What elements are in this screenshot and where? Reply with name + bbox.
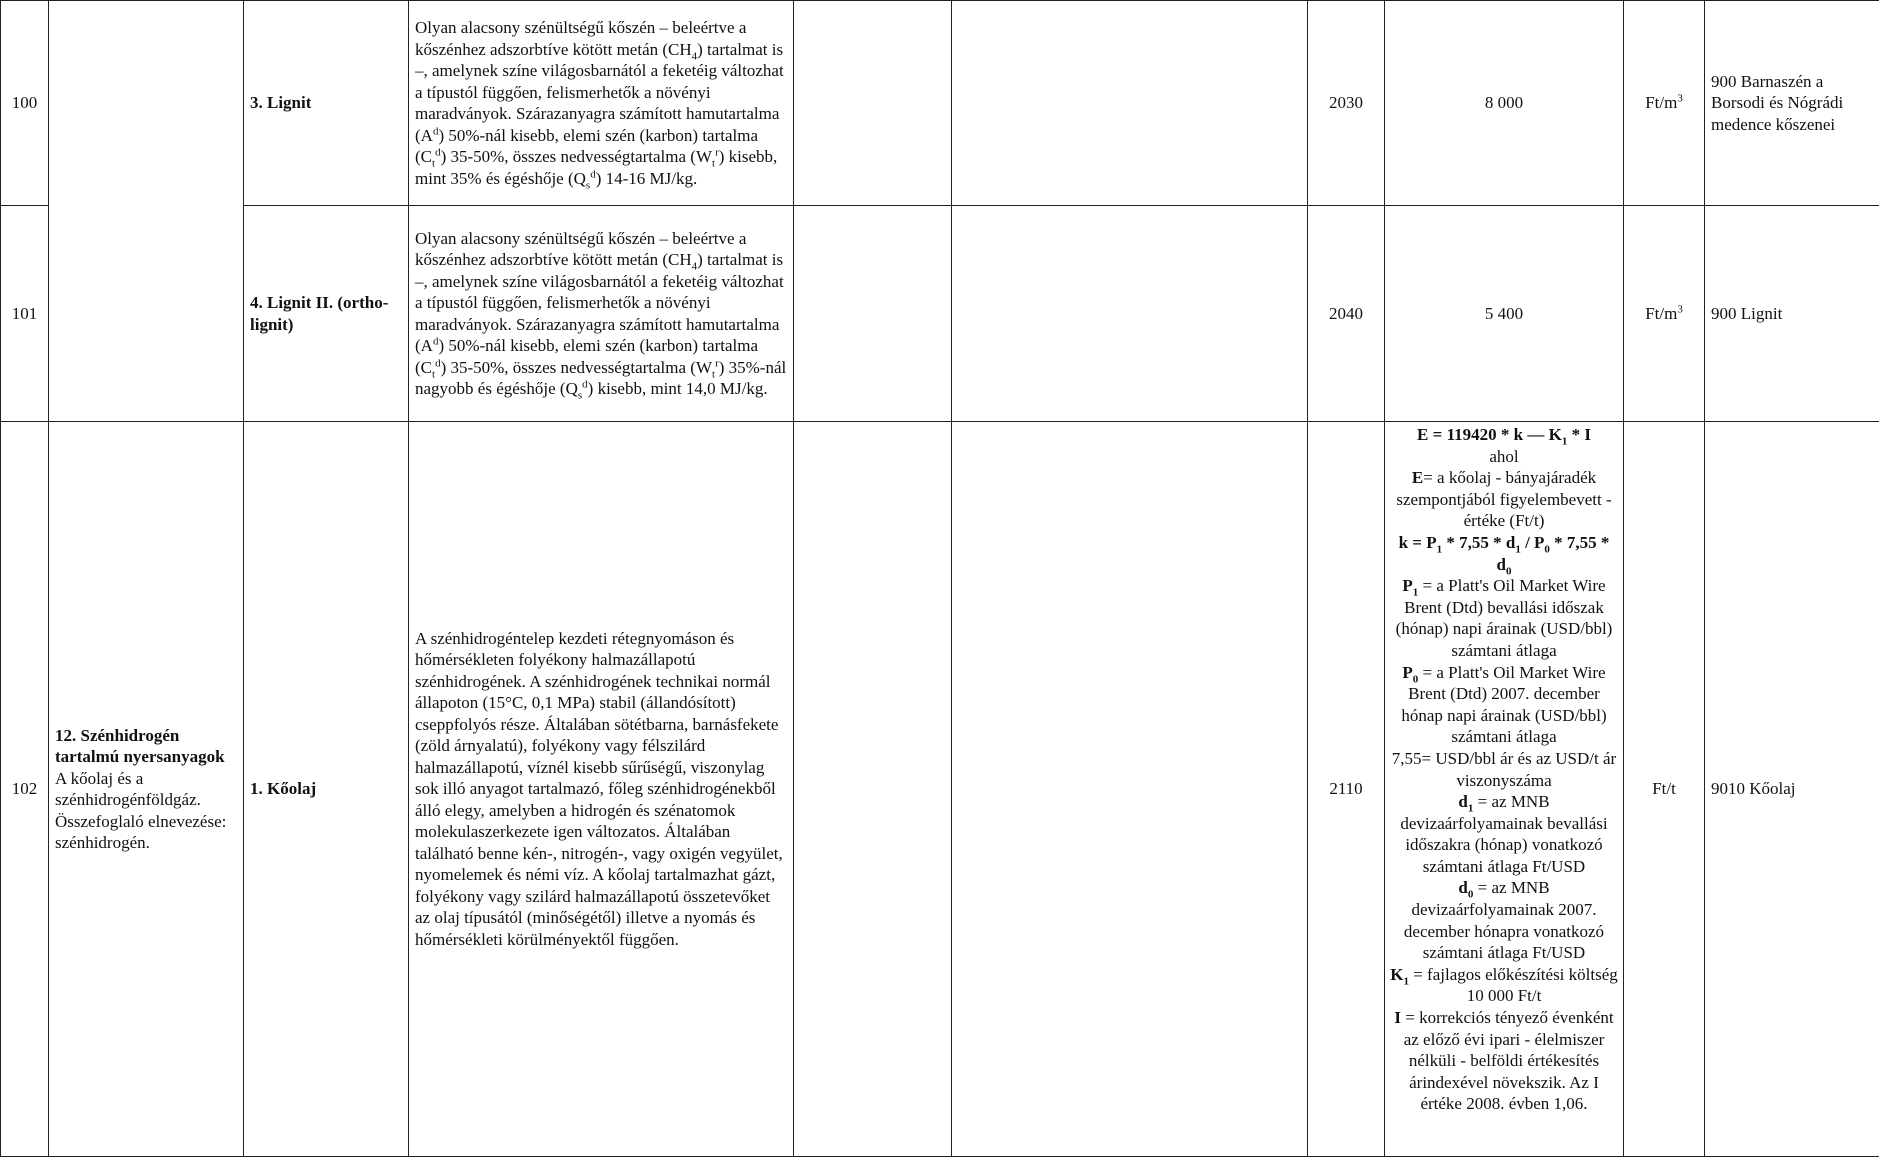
text-segment: ) 14-16 MJ/kg. [595,168,698,188]
text-segment: E [1411,468,1424,488]
description-text [415,228,787,402]
empty-cell [952,1,1308,206]
mineral-name: 4. Lignit II. (ortho-lignit) [244,206,409,422]
formula-cell [1385,422,1624,1157]
subscript: 1 [1412,586,1419,599]
text-segment: = a kőolaj - bányajáradék szempontjából figyelembevett - értéke (Ft/t) [1396,468,1612,531]
text-segment: = a Platt's Oil Market Wire Brent (Dtd) 2007. december hónap napi árainak (USD/bbl) számtani átlaga [1401,662,1607,747]
text-segment: = fajlagos előkészítési költség 10 000 Ft/t [1408,964,1618,1006]
category-cell [49,1,244,422]
empty-cell [794,206,952,422]
superscript: d [435,146,441,159]
text-segment: ) tartalmat is –, amelynek színe világosbarnától a feketéig változhat a típustól függően, felismerhetők a növényi maradványok. Szárazanyagra számított hamutartalma (A [415,39,784,145]
text-segment: 7,55= USD/bbl ár és az USD/t ár viszonyszáma [1391,748,1617,790]
subscript: 1 [1467,802,1474,815]
text-segment: * 7,55 * d [1496,532,1610,574]
category-title: 12. Szénhidrogén tartalmú nyersanyagok [55,725,225,766]
code-cell: 2040 [1308,206,1385,422]
text-segment: Olyan alacsony szénültségű kőszén – beleértve a kőszénhez adszorbtíve kötött metán (CH [415,18,747,59]
subscript: t [432,157,436,170]
formula-line [1389,791,1619,877]
formula-line [1389,467,1619,532]
text-segment: / P [1520,532,1545,552]
empty-cell [952,422,1308,1157]
text-segment: ) 35-50%, összes nedvességtartalma (W [440,147,712,166]
text-segment: E = 119420 * k — K [1417,425,1562,444]
unit-base: Ft/m [1645,93,1678,113]
superscript: r [715,146,719,159]
unit-base: Ft/m [1645,303,1678,323]
unit-sup: 3 [1677,92,1683,105]
subscript: 0 [1467,888,1474,901]
subscript: t [432,367,436,380]
mineral-name: 3. Lignit [244,1,409,206]
mineral-description [409,1,794,206]
unit-cell: Ft/t [1624,422,1705,1157]
table-row [1,1,1879,206]
subscript: 1 [1561,435,1568,448]
code-cell: 2030 [1308,1,1385,206]
text-segment: = az MNB devizaárfolyamainak bevallási időszakra (hónap) vonatkozó számtani átlaga Ft/USD [1400,792,1608,876]
text-segment: = korrekciós tényező évenként az előző évi ipari - élelmiszer nélküli - belföldi értékesítés árindexével növekszik. Az I értéke 2008. évben 1,06. [1401,1008,1614,1114]
value-cell: 8 000 [1385,1,1624,206]
row-number: 100 [1,1,49,206]
text-segment: P [1402,662,1413,682]
superscript: d [582,378,588,391]
category-description: A kőolaj és a szénhidrogénföldgáz. Összefoglaló elnevezése: szénhidrogén. [55,768,227,852]
subscript: 1 [1515,543,1521,556]
superscript: d [432,124,439,137]
empty-cell [794,1,952,206]
text-segment: = az MNB devizaárfolyamainak 2007. december hónapra vonatkozó számtani átlaga Ft/USD [1403,878,1605,963]
subscript: s [577,389,583,402]
text-segment: d [1458,878,1468,898]
text-segment: d [1458,792,1468,812]
text-segment: ) 35%-nál nagyobb és égéshője (Q [415,357,787,398]
superscript: d [432,335,439,348]
text-segment: ahol [1489,446,1519,466]
code-cell: 2110 [1308,422,1385,1157]
text-segment: ) kisebb, mint 14,0 MJ/kg. [587,379,768,398]
reference-cell: 9010 Kőolaj [1705,422,1879,1157]
superscript: r [715,356,719,369]
unit-sup: 3 [1677,303,1683,316]
text-segment: * 7,55 * d [1442,532,1516,552]
table-row [1,422,1879,1157]
text-segment: Olyan alacsony szénültségű kőszén – beleértve a kőszénhez adszorbtíve kötött metán (CH [415,228,747,269]
text-segment: ) kisebb, mint 35% és égéshője (Q [415,147,778,188]
text-segment: K [1390,964,1404,984]
formula-line [1389,424,1619,446]
formula-line [1389,575,1619,661]
subscript: 0 [1505,564,1512,577]
mineral-description [409,206,794,422]
row-number: 101 [1,206,49,422]
text-segment: P [1402,576,1413,596]
reference-cell: 900 Barnaszén a Borsodi és Nógrádi medence kőszenei [1705,1,1879,206]
subscript: 1 [1436,543,1443,556]
text-segment: = a Platt's Oil Market Wire Brent (Dtd) bevallási időszak (hónap) napi árainak (USD/bbl) számtani átlaga [1395,576,1613,660]
formula-text [1389,424,1619,1115]
empty-cell [952,206,1308,422]
text-segment: ) 35-50%, összes nedvességtartalma (W [440,357,712,377]
subscript: t [712,367,716,380]
subscript: 4 [691,49,698,62]
mineral-description: A szénhidrogéntelep kezdeti rétegnyomáson és hőmérsékleten folyékony halmazállapotú szénhidrogének. A szénhidrogének technikai normál állapoton (15°C, 0,1 MPa) stabil (állandósított) cseppfolyós része. Általában sötétbarna, barnásfekete (zöld árnyalatú), folyékony vagy félszilárd halmazállapotú, víznél kisebb sűrűségű, viszonylag sok illó anyagot tartalmazó, főleg szénhidrogénekből álló elegy, amelyben a hidrogén és szénatomok molekulaszerkezete igen változatos. Általában található benne kén-, nitrogén-, vagy oxigén vegyület, nyomelemek és némi víz. A kőolaj tartalmazhat gázt, folyékony vagy szilárd halmazállapotú összetevőket az olaj típusától (minőségétől) illetve a nyomás és hőmérsékleti körülményektől függően. [409,422,794,1157]
value-cell: 5 400 [1385,206,1624,422]
text-segment: I [1394,1008,1402,1028]
superscript: d [435,356,441,369]
formula-line [1389,964,1619,1007]
text-segment: ) tartalmat is –, amelynek színe világosbarnától a feketéig változhat a típustól függően, felismerhetők a növényi maradványok. Szárazanyagra számított hamutartalma (A [415,250,784,355]
formula-line [1389,662,1619,748]
formula-line [1389,748,1619,791]
subscript: 0 [1544,543,1550,556]
empty-cell [794,422,952,1157]
unit-cell [1624,206,1705,422]
formula-line [1389,446,1619,468]
subscript: 0 [1412,672,1419,685]
subscript: s [585,178,591,191]
unit-cell [1624,1,1705,206]
formula-line [1389,877,1619,963]
subscript: 4 [691,260,698,273]
mineral-name: 1. Kőolaj [244,422,409,1157]
text-segment: k = P [1398,532,1437,552]
text-segment: ) 50%-nál kisebb, elemi szén (karbon) tartalma (C [415,336,759,377]
text-segment: ) 50%-nál kisebb, elemi szén (karbon) tartalma (C [415,125,759,166]
superscript: d [590,167,596,180]
reference-cell: 900 Lignit [1705,206,1879,422]
formula-line [1389,1007,1619,1115]
description-text [415,18,784,191]
subscript: t [712,157,716,170]
category-cell [49,422,244,1157]
text-segment: * I [1567,425,1591,444]
row-number: 102 [1,422,49,1157]
formula-line [1389,532,1619,575]
subscript: 1 [1403,975,1409,988]
table-row [1,206,1879,422]
